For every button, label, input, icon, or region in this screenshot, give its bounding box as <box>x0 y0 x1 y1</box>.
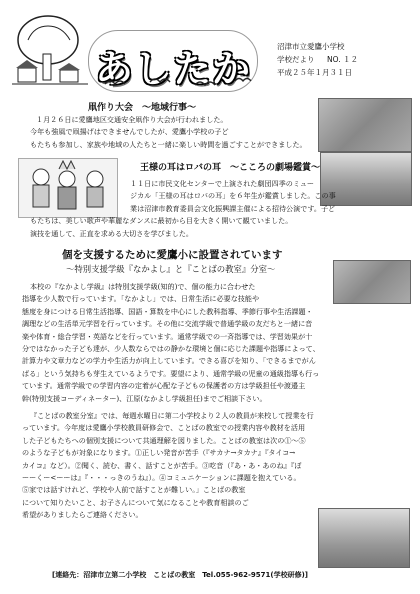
section2-line: ジカル「王様の耳はロバの耳」を６年生が鑑賞しました。この事 <box>130 191 336 201</box>
newsletter-title: あしたか <box>95 47 252 91</box>
para1-line: ています。通常学級での学習内容の定着が心配な子どもの保護者の方は学級担任や渡邉主 <box>22 381 306 391</box>
section3-subheading: ～特別支援学級『なかよし』と『ことばの教室』分室～ <box>66 264 276 274</box>
para2-line: 『ことばの教室分室』では、毎週水曜日に第二小学校より２人の教員が来校して授業を行 <box>30 411 314 420</box>
para1-line: 計算力や文章力などの学力や生活力が向上しています。できる喜びを知り、「できるまでがん <box>22 356 316 366</box>
para2-line: のような子どもが対象になります。①正しい発音が苦手（『サカナ→タカナ』『タイコ→ <box>22 448 296 458</box>
individual-lesson-photo <box>318 508 410 568</box>
para1-line: 態度を身につける日常生活指導、国語・算数を中心にした教科指導、季節行事や生活課題・ <box>22 306 313 316</box>
section3-heading: 個を支援するために愛鷹小に設置されています <box>62 249 283 261</box>
section1-body <box>30 114 320 151</box>
section2-line: 演技を通して、正直を求める大切さを学びました。 <box>30 228 194 238</box>
para1-line: 分ではなかった子ども達が、少人数ならではの静かな環境と個に応じた課題や指導によって、 <box>22 344 320 354</box>
para1-line: 指導を少人数で行っています。「なかよし」では、日常生活に必要な技能や <box>22 294 260 304</box>
section2-line: 業は沼津市教育委員会文化振興課主催による招待公演です。子ど <box>130 203 336 213</box>
para2-line: した子どもたちへの個別支援について共通理解を図りました。ことばの教室は次の①～⑤ <box>22 435 306 445</box>
para1-line: 楽や体育・総合学習・英語などを行っています。通常学級での一斉指導では、学習効果が十 <box>22 331 313 341</box>
contact-info: [連絡先：沼津市立第二小学校 ことばの教室 Tel.055-962-9571(学校研修)] <box>52 571 308 579</box>
para2-line: について知りたいこと、お子さんについて気になることや教育相談のご <box>22 497 249 507</box>
section1-line: １月２６日に愛鷹地区交通安全凧作り大会が行われました。 <box>36 115 228 124</box>
school-name: 沼津市立愛鷹小学校 <box>277 42 345 51</box>
section3-para1 <box>22 281 414 405</box>
para1-line: 幹(特別支援コーディネーター)、江原(なかよし学級担任)までご相談下さい。 <box>22 393 267 403</box>
para2-line: ーーくー<ーーは』『・・・っきのうね』）。④コミュニケーションに課題を抱えている。 <box>22 473 301 483</box>
para2-line: 希望がありましたらご連絡ください。 <box>22 510 143 520</box>
kite-event-photo <box>318 98 412 152</box>
bird-decorations <box>95 72 255 92</box>
section2-line: １１日に市民文化センターで上演された劇団四季のミュー <box>130 179 315 188</box>
section1-line: 今年も強風で凧揚げはできませんでしたが、愛鷹小学校の子ど <box>30 127 229 137</box>
section2-body <box>30 178 410 240</box>
newsletter-label: 学校だより <box>277 55 315 64</box>
section2-heading: 王様の耳はロバの耳 ～こころの劇場鑑賞～ <box>140 163 321 173</box>
para2-line: カイコ』など）。②聞く、読む、書く、話すことが苦手。③吃音（『あ・あ・あのね』『ぼ <box>22 460 302 470</box>
section3-para2 <box>22 410 414 522</box>
para1-line: 調理などの生活単元学習を行っています。その他に交流学級で普通学級の友だちと一緒に音 <box>22 319 313 329</box>
section2-line: もたちは、美しい歌声や華麗なダンスに最初から目を大きく開いて観ていました。 <box>30 216 293 226</box>
para1-line: 本校の『なかよし学級』は特別支援学級(知的)で、個の能力に合わせた <box>30 282 256 291</box>
para2-line: ⑤家では話すけれど、学校や人前で話すことが難しい。」ことばの教室 <box>22 485 246 495</box>
tree-illustration <box>10 10 90 90</box>
section1-heading: 凧作り大会 ～地域行事～ <box>88 103 197 113</box>
section1-line: もたちも参加し、家族や地域の人たちと一緒に楽しい時間を過ごすことができました。 <box>30 139 307 149</box>
para2-line: っています。今年度は愛鷹小学校教員研修会で、ことばの教室での授業内容や教材を活用 <box>22 423 306 433</box>
issue-number: NO. １２ <box>327 55 358 64</box>
issue-date: 平成２５年１月３１日 <box>277 68 352 77</box>
para1-line: ばる」という気持ちも芽生えているようです。要望により、通常学級の児童の通級指導も行っ <box>22 368 320 378</box>
